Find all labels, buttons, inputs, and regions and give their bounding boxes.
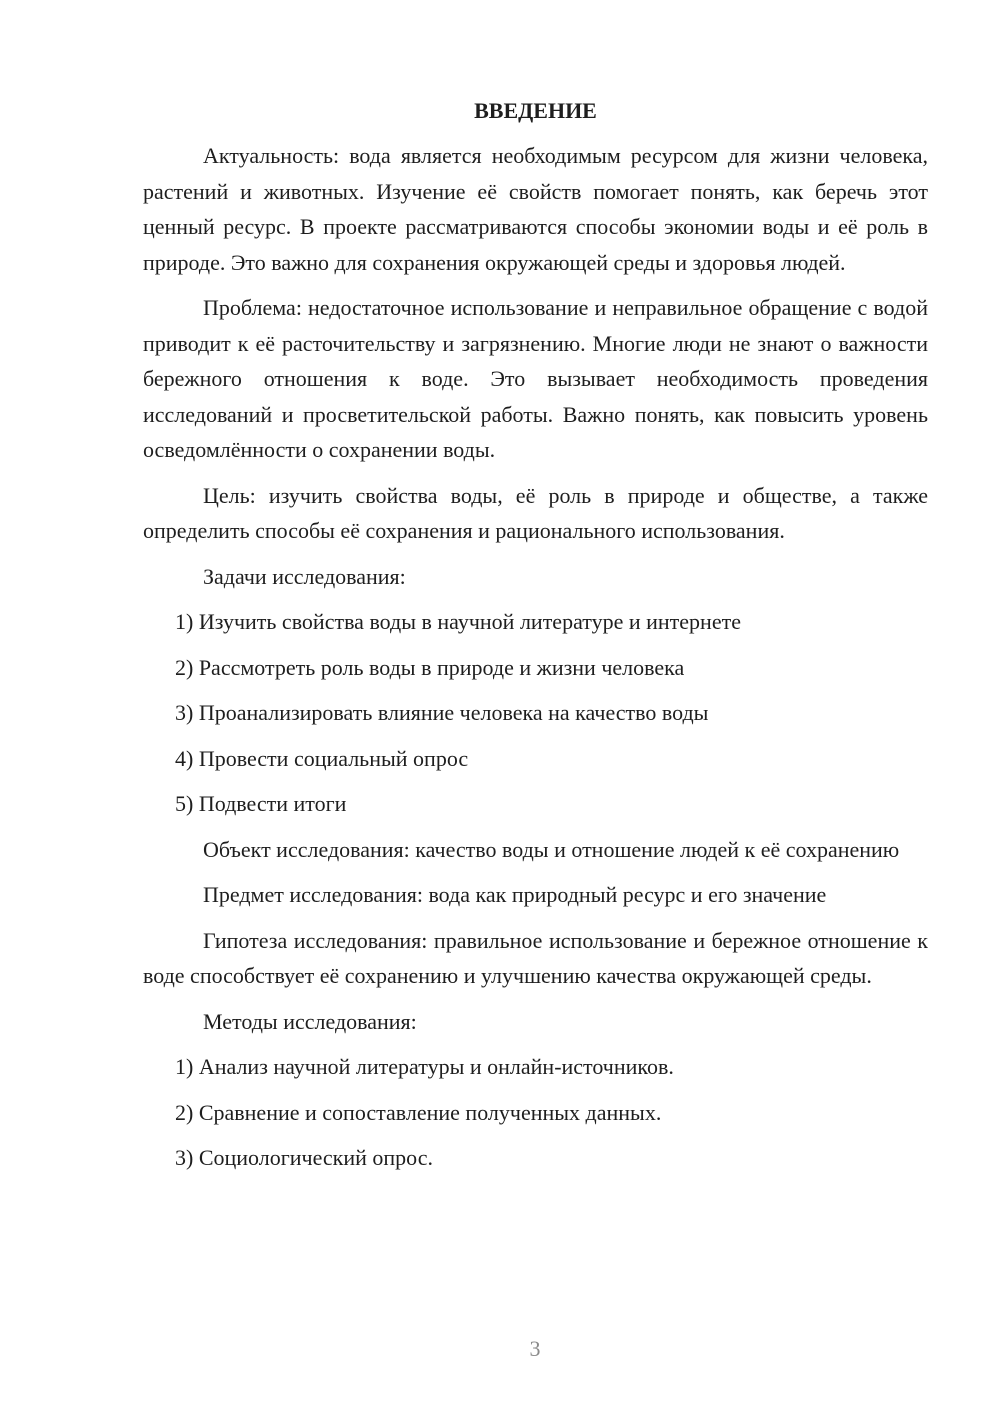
goal-paragraph: Цель: изучить свойства воды, её роль в природе и обществе, а также определить способы её сохранения и рационального использования.: [143, 482, 928, 543]
problem-paragraph: Проблема: недостаточное использование и неправильное обращение с водой приводит к её расточительству и загрязнению. Многие люди не знают о важности бережного отношения к воде. Это вызывает необходимость проведения исследований и просветительской работы. Важно понять, как повысить уровень осведомлённости о сохранении воды.: [143, 295, 928, 462]
list-item: 1) Анализ научной литературы и онлайн-источников.: [175, 1054, 674, 1079]
list-item: 5) Подвести итоги: [175, 791, 347, 816]
list-item: 3) Социологический опрос.: [175, 1145, 433, 1170]
methods-list: [143, 1049, 928, 1176]
page-number: 3: [529, 1336, 541, 1361]
tasks-title: Задачи исследования:: [203, 563, 406, 589]
list-item: 2) Рассмотреть роль воды в природе и жизни человека: [175, 654, 685, 680]
subject-paragraph: Предмет исследования: вода как природный ресурс и его значение: [203, 882, 827, 907]
page-title: ВВЕДЕНИЕ: [474, 98, 597, 123]
list-item: 4) Провести социальный опрос: [175, 745, 469, 771]
list-item: 1) Изучить свойства воды в научной литературе и интернете: [175, 609, 741, 634]
list-item: 3) Проанализировать влияние человека на качество воды: [175, 700, 709, 725]
list-item: 2) Сравнение и сопоставление полученных данных.: [175, 1099, 662, 1125]
object-paragraph: Объект исследования: качество воды и отношение людей к её сохранению: [203, 836, 900, 862]
relevance-paragraph: Актуальность: вода является необходимым ресурсом для жизни человека, растений и животных. Изучение её свойств помогает понять, как беречь этот ценный ресурс. В проекте рассматриваются способы экономии воды и её роль в природе. Это важно для сохранения окружающей среды и здоровья людей.: [143, 143, 928, 275]
document-page: [143, 96, 928, 1186]
tasks-list: [143, 604, 928, 822]
methods-title: Методы исследования:: [203, 1008, 417, 1034]
hypothesis-paragraph: Гипотеза исследования: правильное использование и бережное отношение к воде способствует её сохранению и улучшению качества окружающей среды.: [143, 927, 928, 988]
